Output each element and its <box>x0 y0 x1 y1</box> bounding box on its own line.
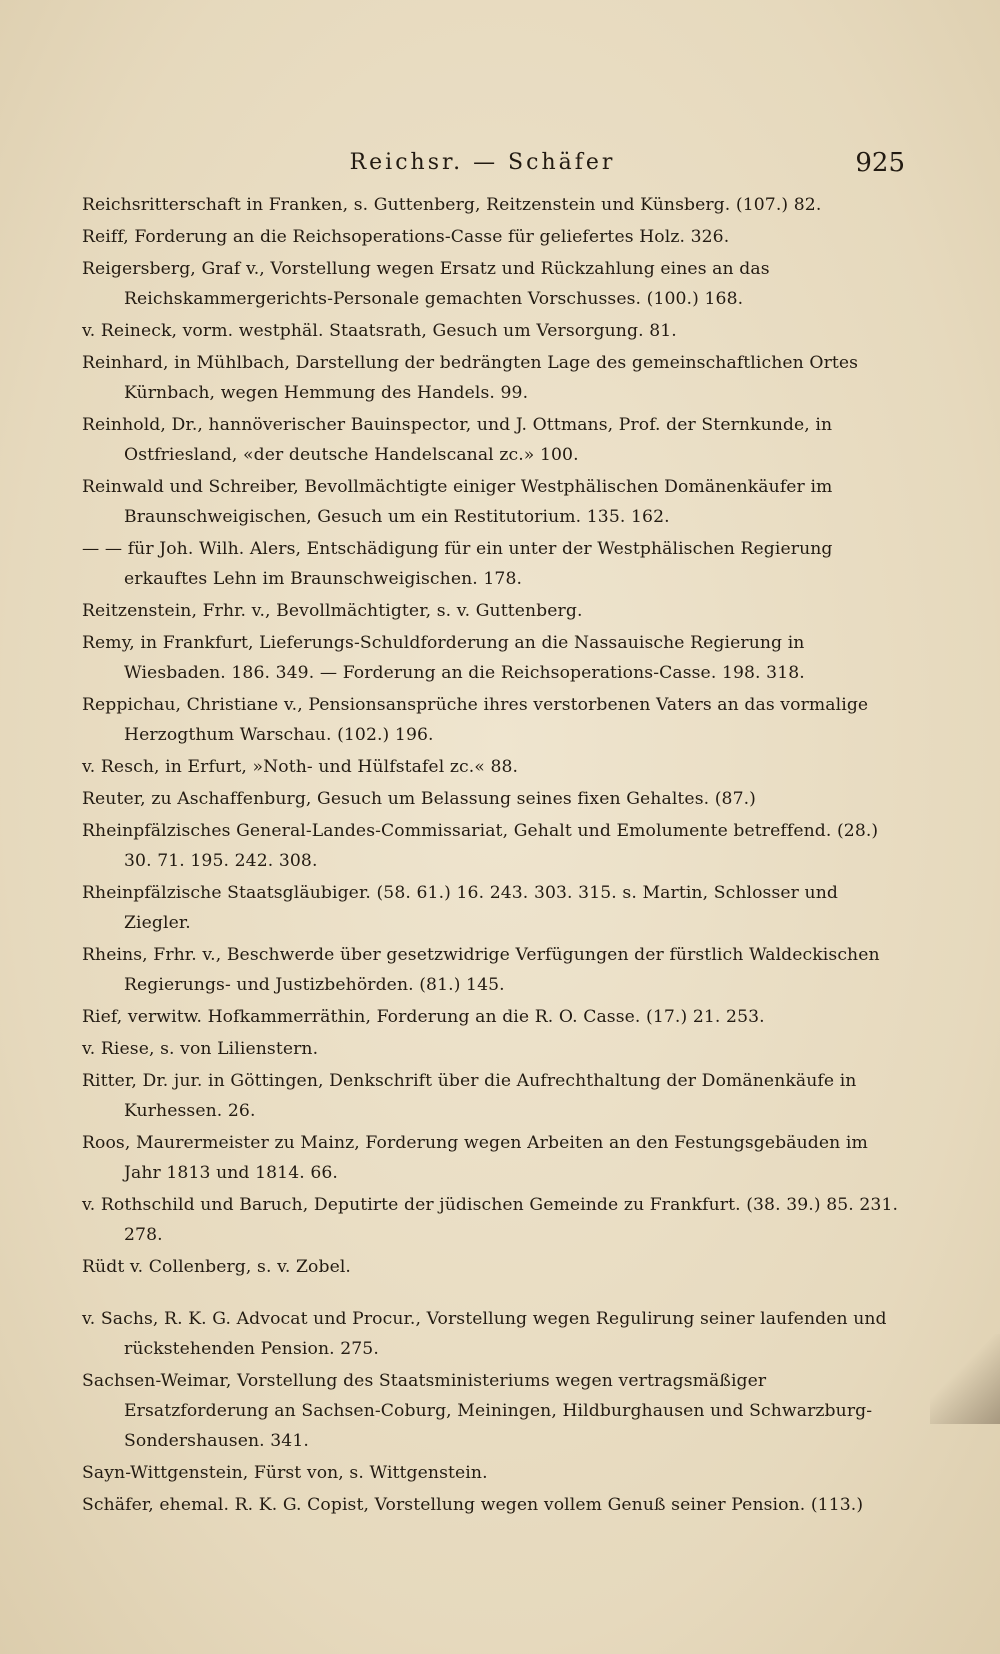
index-entry <box>82 1490 905 1520</box>
index-entry <box>82 1366 905 1456</box>
index-entry-text: v. Rothschild und Baruch, Deputirte der jüdischen Gemeinde zu Frankfurt. (38. 39.) 85. 231. 278. <box>82 1195 899 1245</box>
index-entry <box>82 472 905 532</box>
index-entries <box>82 190 905 1522</box>
index-entry-text: Schäfer, ehemal. R. K. G. Copist, Vorstellung wegen vollem Genuß seiner Pension. (113.) <box>82 1495 864 1515</box>
index-entry <box>82 1128 905 1188</box>
index-entry <box>82 1066 905 1126</box>
index-entry-text: Reppichau, Christiane v., Pensionsansprüche ihres verstorbenen Vaters an das vormalige Herzogthum Warschau. (102.) 196. <box>82 695 869 745</box>
index-entry-text: v. Riese, s. von Lilienstern. <box>82 1039 319 1059</box>
index-entry <box>82 816 905 876</box>
index-entry-text: Reinhard, in Mühlbach, Darstellung der bedrängten Lage des gemeinschaftlichen Ortes Kürnbach, wegen Hemmung des Handels. 99. <box>82 353 859 403</box>
index-entry <box>82 690 905 750</box>
index-entry-text: Sachsen-Weimar, Vorstellung des Staatsministeriums wegen vertragsmäßiger Ersatzforderung an Sachsen-Coburg, Meiningen, Hildburghausen und Schwarzburg-Sondershausen. 341. <box>82 1371 873 1451</box>
index-entry-text: Reinhold, Dr., hannöverischer Bauinspector, und J. Ottmans, Prof. der Sternkunde, in Ostfriesland, «der deutsche Handelscanal zc.» 100. <box>82 415 833 465</box>
page-header <box>60 150 905 184</box>
index-entry <box>82 1190 905 1250</box>
index-entry-text: Reigersberg, Graf v., Vorstellung wegen Ersatz und Rückzahlung eines an das Reichskammergerichts-Personale gemachten Vorschusses. (100.) 168. <box>82 259 770 309</box>
index-entry <box>82 628 905 688</box>
index-entry <box>82 410 905 470</box>
index-entry-text: Rheinpfälzische Staatsgläubiger. (58. 61.) 16. 243. 303. 315. s. Martin, Schlosser und Ziegler. <box>82 883 838 933</box>
index-entry <box>82 190 905 220</box>
index-entry <box>82 254 905 314</box>
index-entry <box>82 784 905 814</box>
index-entry <box>82 940 905 1000</box>
index-entry <box>82 1458 905 1488</box>
index-entry <box>82 878 905 938</box>
index-entry <box>82 348 905 408</box>
index-entry <box>82 1252 905 1282</box>
index-entry-text: v. Reineck, vorm. westphäl. Staatsrath, Gesuch um Versorgung. 81. <box>82 321 677 341</box>
index-entry-text: Roos, Maurermeister zu Mainz, Forderung wegen Arbeiten an den Festungsgebäuden im Jahr 1813 und 1814. 66. <box>82 1133 868 1183</box>
index-entry-text: Rheinpfälzisches General-Landes-Commissariat, Gehalt und Emolumente betreffend. (28.) 30. 71. 195. 242. 308. <box>82 821 879 871</box>
page-curl-shadow <box>930 1334 1000 1424</box>
index-entry-text: Reitzenstein, Frhr. v., Bevollmächtigter, s. v. Guttenberg. <box>82 601 583 621</box>
index-entry-text: Rief, verwitw. Hofkammerräthin, Forderung an die R. O. Casse. (17.) 21. 253. <box>82 1007 765 1027</box>
index-entry <box>82 596 905 626</box>
index-entry-text: v. Sachs, R. K. G. Advocat und Procur., Vorstellung wegen Regulirung seiner laufenden und rückstehenden Pension. 275. <box>82 1309 887 1359</box>
index-entry-text: Rüdt v. Collenberg, s. v. Zobel. <box>82 1257 351 1277</box>
index-entry-text: Reinwald und Schreiber, Bevollmächtigte einiger Westphälischen Domänenkäufer im Braunschweigischen, Gesuch um ein Restitutorium. 135. 162. <box>82 477 833 527</box>
index-entry <box>82 316 905 346</box>
index-entry-text: — — für Joh. Wilh. Alers, Entschädigung für ein unter der Westphälischen Regierung erkauftes Lehn im Braunschweigischen. 178. <box>82 539 833 589</box>
index-entry <box>82 1304 905 1364</box>
index-entry-text: Reichsritterschaft in Franken, s. Guttenberg, Reitzenstein und Künsberg. (107.) 82. <box>82 195 822 215</box>
index-entry <box>82 752 905 782</box>
index-entry-text: Sayn-Wittgenstein, Fürst von, s. Wittgenstein. <box>82 1463 488 1483</box>
index-entry <box>82 222 905 252</box>
index-entry-text: Remy, in Frankfurt, Lieferungs-Schuldforderung an die Nassauische Regierung in Wiesbaden. 186. 349. — Forderung an die Reichsoperations-Casse. 198. 318. <box>82 633 805 683</box>
index-entry-text: Rheins, Frhr. v., Beschwerde über gesetzwidrige Verfügungen der fürstlich Waldeckischen Regierungs- und Justizbehörden. (81.) 145. <box>82 945 880 995</box>
index-entry-text: v. Resch, in Erfurt, »Noth- und Hülfstafel zc.« 88. <box>82 757 519 777</box>
page-number: 925 <box>855 148 905 178</box>
index-entry-text: Reiff, Forderung an die Reichsoperations-Casse für geliefertes Holz. 326. <box>82 227 730 247</box>
index-entry <box>82 1034 905 1064</box>
running-head: Reichsr. — Schäfer <box>349 150 616 175</box>
index-entry <box>82 534 905 594</box>
index-entry-text: Ritter, Dr. jur. in Göttingen, Denkschrift über die Aufrechthaltung der Domänenkäufe in Kurhessen. 26. <box>82 1071 857 1121</box>
index-entry-text: Reuter, zu Aschaffenburg, Gesuch um Belassung seines fixen Gehaltes. (87.) <box>82 789 756 809</box>
index-entry <box>82 1002 905 1032</box>
